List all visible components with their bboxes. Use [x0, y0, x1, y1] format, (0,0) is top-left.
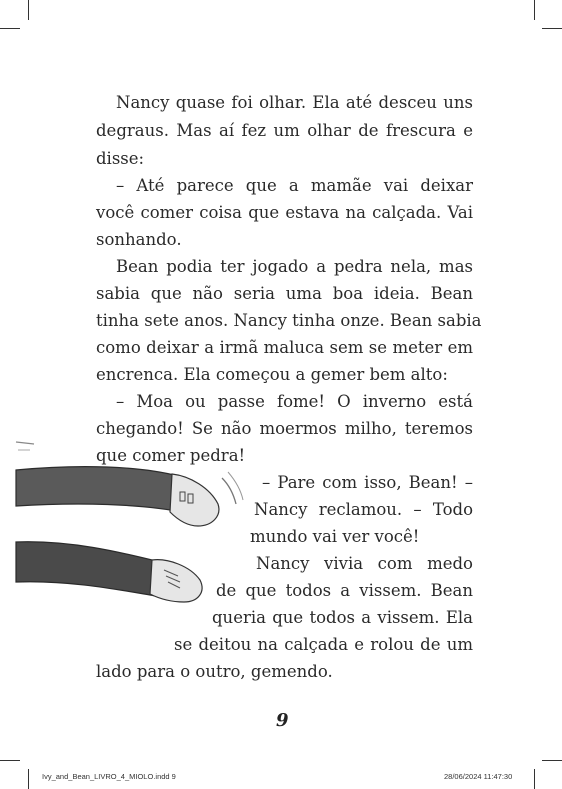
text-line: Bean podia ter jogado a pedra nela, mas [116, 257, 473, 276]
text-line: chegando! Se não moermos milho, teremos [96, 419, 473, 438]
text-line: como deixar a irmã maluca sem se meter em [96, 338, 473, 357]
text-line: Nancy vivia com medo [256, 554, 473, 573]
text-line: lado para o outro, gemendo. [96, 662, 333, 681]
text-line: queria que todos a vissem. Ela [212, 608, 473, 627]
text-line: encrenca. Ela começou a gemer bem alto: [96, 365, 448, 384]
text-line: degraus. Mas aí fez um olhar de frescura e [96, 121, 473, 140]
text-line: se deitou na calçada e rolou de um [174, 635, 473, 654]
text-line: sonhando. [96, 230, 182, 249]
text-line: tinha sete anos. Nancy tinha onze. Bean sabia [96, 311, 482, 330]
page-number: 9 [276, 710, 289, 731]
text-line: que comer pedra! [96, 446, 246, 465]
slug-timestamp: 28/06/2024 11:47:30 [444, 772, 513, 781]
text-line: Nancy reclamou. – Todo [254, 500, 473, 519]
text-line: – Moa ou passe fome! O inverno está [116, 392, 473, 411]
text-line: sabia que não seria uma boa ideia. Bean [96, 284, 473, 303]
text-line: – Pare com isso, Bean! – [262, 473, 473, 492]
text-line: você comer coisa que estava na calçada. Vai [96, 203, 473, 222]
text-line: Nancy quase foi olhar. Ela até desceu uns [116, 93, 473, 112]
text-line: disse: [96, 149, 145, 168]
text-line: de que todos a vissem. Bean [216, 581, 473, 600]
slug-filename: Ivy_and_Bean_LIVRO_4_MIOLO.indd 9 [42, 772, 176, 781]
text-line: mundo vai ver você! [250, 527, 420, 546]
text-line: – Até parece que a mamãe vai deixar [116, 176, 473, 195]
